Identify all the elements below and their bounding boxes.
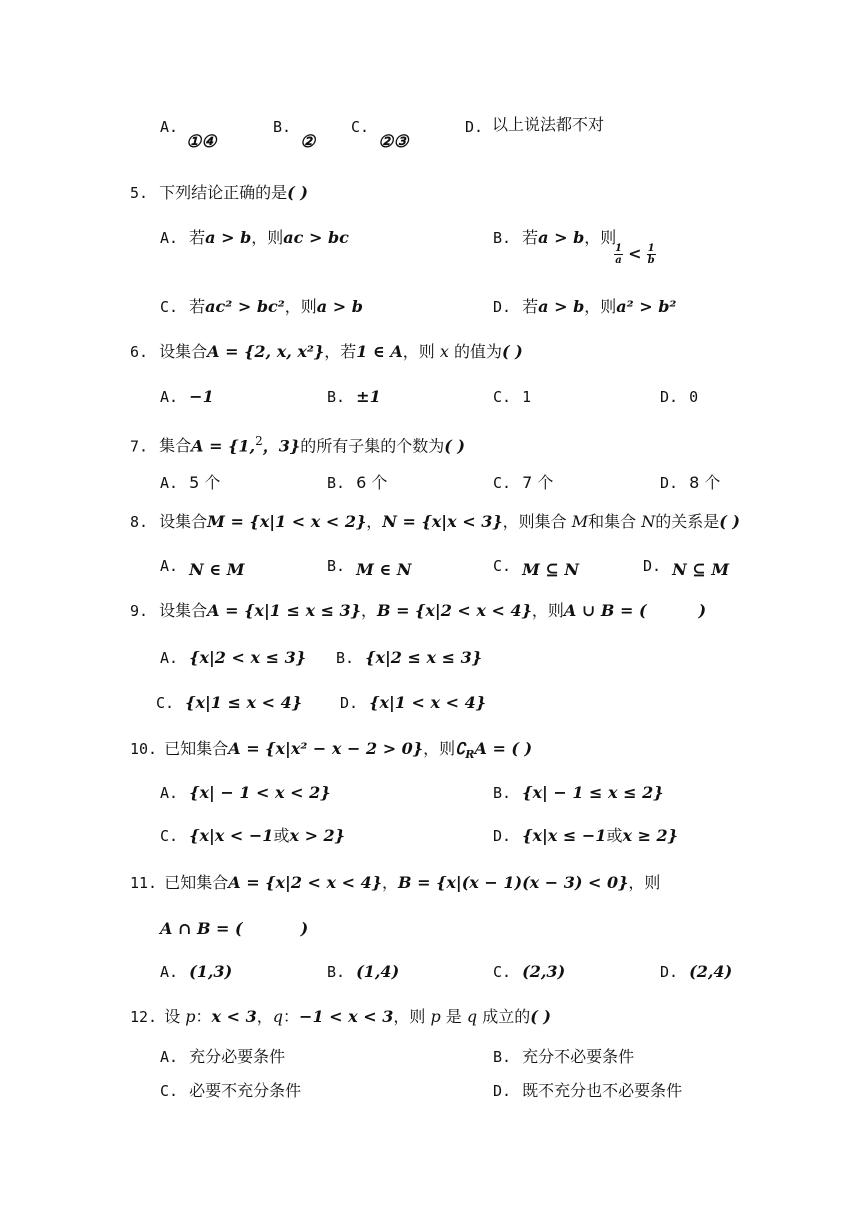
q11-math2: B = {x|(x − 1)(x − 3) < 0}: [398, 873, 629, 892]
q8-text1: 设集合: [159, 512, 208, 531]
q5-option-c-label: C.: [160, 298, 179, 316]
q12-option-b: B. 充分不必要条件: [493, 1047, 635, 1066]
q9-option-a: A. {x|2 < x ≤ 3}: [160, 648, 306, 667]
q11-math3: A ∩ B = (: [160, 919, 243, 938]
q12-var-p: p: [185, 1007, 196, 1026]
q6-math1: A = {2, x, x²}: [207, 342, 325, 361]
q7-math1: A = {1,: [191, 436, 256, 456]
q8-text4: 和集合: [588, 512, 642, 531]
q6-stem: [130, 342, 523, 362]
q12-text5: ，则: [393, 1007, 431, 1026]
q6-option-a: A. −1: [160, 387, 214, 406]
q12-var-q2: q: [466, 1007, 478, 1026]
q11-option-d: D. (2,4): [660, 962, 733, 981]
q8-stem: [130, 512, 740, 532]
q9-text1: 设集合: [159, 601, 208, 620]
q5-option-b-frac1: $\frac{1}{a}$: [615, 243, 622, 266]
q11-option-b: B. (1,4): [327, 962, 400, 981]
q4-option-d-text: 以上说法都不对: [492, 115, 605, 134]
q10-math3: A = ( ): [474, 739, 533, 758]
q7-stem: [130, 431, 465, 456]
q8-option-d: D. N ⊆ M: [643, 557, 730, 579]
q12-text4: ：: [283, 1007, 300, 1026]
q5-option-b-frac2: $\frac{1}{b}$: [647, 243, 655, 266]
q5-paren: ( ): [287, 183, 308, 202]
q8-var-m: M: [571, 512, 589, 531]
q11-option-a: A. (1,3): [160, 962, 233, 981]
q12-math1: x < 3: [211, 1007, 257, 1026]
q12-number: 12.: [130, 1008, 158, 1026]
q5-option-a-math2: ac > bc: [283, 228, 349, 247]
q11-line2: [160, 919, 308, 939]
q9-text2: ，: [360, 601, 377, 620]
q5-option-d-text2: ，则: [584, 297, 617, 316]
q9-option-d: D. {x|1 < x < 4}: [340, 693, 486, 712]
q12-var-p2: p: [430, 1007, 441, 1026]
q10-text2: ，则: [423, 739, 456, 758]
q6-math2: 1 ∈ A: [356, 342, 403, 361]
q4-option-c-text: ②③: [378, 132, 409, 152]
q6-option-d: D. 0: [660, 388, 699, 406]
q6-text4: 的值为: [448, 342, 502, 361]
q10-option-b: B. {x| − 1 ≤ x ≤ 2}: [493, 783, 664, 802]
q7-math2: ，3}: [262, 436, 301, 456]
q10-option-a: A. {x| − 1 < x < 2}: [160, 783, 331, 802]
q10-subscript: R: [465, 748, 475, 762]
q5-option-c-text2: ，则: [284, 297, 317, 316]
q4-option-b-label: B.: [273, 118, 292, 136]
q6-option-c: C. 1: [493, 388, 532, 406]
q10-math1: A = {x|x² − x − 2 > 0}: [228, 739, 424, 758]
q6-variable: x: [439, 342, 449, 361]
q10-option-c: C. {x|x < −1或x > 2}: [160, 826, 345, 845]
q7-text2: 的所有子集的个数为: [300, 436, 445, 456]
q5-option-d: [493, 297, 676, 317]
q9-math2: B = {x|2 < x < 4}: [376, 601, 532, 620]
q5-option-b: [493, 228, 616, 248]
q12-stem: [130, 1007, 551, 1027]
q5-number: 5.: [130, 184, 149, 202]
q5-option-b-math1: a > b: [538, 228, 585, 247]
q8-text5: 的关系是: [655, 512, 720, 531]
q7-option-d: D. 8 个: [660, 473, 721, 492]
q6-text1: 设集合: [159, 342, 208, 361]
q5-option-b-fraction-inequality: [614, 243, 656, 266]
q4-option-a-text: ①④: [186, 132, 217, 152]
q8-var-n: N: [641, 512, 656, 531]
q12-math2: −1 < x < 3: [299, 1007, 394, 1026]
q7-option-a: A. 5 个: [160, 473, 221, 492]
q5-text: 下列结论正确的是: [159, 183, 288, 202]
q12-option-d: D. 既不充分也不必要条件: [493, 1081, 683, 1100]
q9-close-paren: ): [698, 601, 707, 620]
q5-option-a: [160, 228, 349, 248]
q5-option-b-text1: 若: [522, 228, 539, 247]
q8-option-a: A. N ∈ M: [160, 557, 245, 579]
q9-math3: A ∪ B = (: [563, 601, 647, 620]
q11-text2: ，: [382, 873, 399, 892]
q11-close-paren: ): [300, 919, 309, 938]
q5-option-d-text1: 若: [522, 297, 539, 316]
q9-option-b: B. {x|2 ≤ x ≤ 3}: [336, 648, 482, 667]
q8-math1: M = {x|1 < x < 2}: [207, 512, 367, 531]
q8-option-b: B. M ∈ N: [327, 557, 412, 579]
q7-text1: 集合: [159, 436, 192, 456]
q9-stem: [130, 601, 706, 621]
q12-option-c: C. 必要不充分条件: [160, 1081, 302, 1100]
q5-option-c-text1: 若: [189, 297, 206, 316]
q9-option-c: C. {x|1 ≤ x < 4}: [156, 693, 302, 712]
q5-option-a-text1: 若: [189, 228, 206, 247]
q10-option-d: D. {x|x ≤ −1或x ≥ 2}: [493, 826, 678, 845]
q6-option-b: B. ±1: [327, 387, 381, 406]
q12-var-q: q: [272, 1007, 284, 1026]
q10-complement: ∁: [455, 739, 466, 758]
q6-text3: ，则: [402, 342, 440, 361]
q8-math2: N = {x|x < 3}: [382, 512, 503, 531]
q12-option-a: A. 充分必要条件: [160, 1047, 286, 1066]
q10-number: 10.: [130, 740, 158, 758]
q8-number: 8.: [130, 513, 149, 531]
q10-text1: 已知集合: [164, 739, 229, 758]
q5-option-b-label: B.: [493, 229, 512, 247]
q5-option-b-lt: <: [628, 244, 642, 263]
q5-option-d-label: D.: [493, 298, 512, 316]
q12-paren: ( ): [530, 1007, 551, 1026]
q11-math1: A = {x|2 < x < 4}: [228, 873, 382, 892]
q11-number: 11.: [130, 874, 158, 892]
q8-text2: ，: [366, 512, 383, 531]
q7-option-b: B. 6 个: [327, 473, 388, 492]
q5-option-d-math2: a² > b²: [616, 297, 677, 316]
q5-option-c-math1: ac² > bc²: [205, 297, 285, 316]
q7-number: 7.: [130, 437, 149, 456]
q12-text3: ，: [256, 1007, 273, 1026]
q6-number: 6.: [130, 343, 149, 361]
q11-text3: ，则: [628, 873, 661, 892]
q5-option-a-label: A.: [160, 229, 179, 247]
q7-superscript: 2: [255, 434, 263, 448]
q5-option-c: [160, 297, 363, 317]
q12-text7: 成立的: [477, 1007, 531, 1026]
q8-text3: ，则集合: [502, 512, 572, 531]
q5-option-b-text2: ，则: [584, 228, 617, 247]
q8-paren: ( ): [719, 512, 740, 531]
q5-option-a-math1: a > b: [205, 228, 252, 247]
q10-stem: [130, 739, 532, 765]
q4-option-d-label: D.: [465, 118, 484, 136]
q5-option-a-text2: ，则: [251, 228, 284, 247]
q5-stem: [130, 183, 308, 203]
q4-option-c-label: C.: [351, 118, 370, 136]
q5-option-c-math2: a > b: [316, 297, 363, 316]
q5-option-d-math1: a > b: [538, 297, 585, 316]
q7-option-c: C. 7 个: [493, 473, 554, 492]
q4-option-b-text: ②: [300, 132, 316, 152]
q9-number: 9.: [130, 602, 149, 620]
q12-text1: 设: [164, 1007, 186, 1026]
q7-paren: ( ): [444, 436, 465, 456]
q11-option-c: C. (2,3): [493, 962, 566, 981]
q11-stem: [130, 873, 660, 893]
q9-math1: A = {x|1 ≤ x ≤ 3}: [207, 601, 361, 620]
q12-text2: ：: [195, 1007, 212, 1026]
q6-paren: ( ): [501, 342, 523, 361]
q12-text6: 是: [440, 1007, 467, 1026]
q4-option-a-label: A.: [160, 118, 179, 136]
q8-option-c: C. M ⊆ N: [493, 557, 580, 579]
q6-text2: ，若: [324, 342, 357, 361]
q11-text1: 已知集合: [164, 873, 229, 892]
q9-text3: ，则: [531, 601, 564, 620]
